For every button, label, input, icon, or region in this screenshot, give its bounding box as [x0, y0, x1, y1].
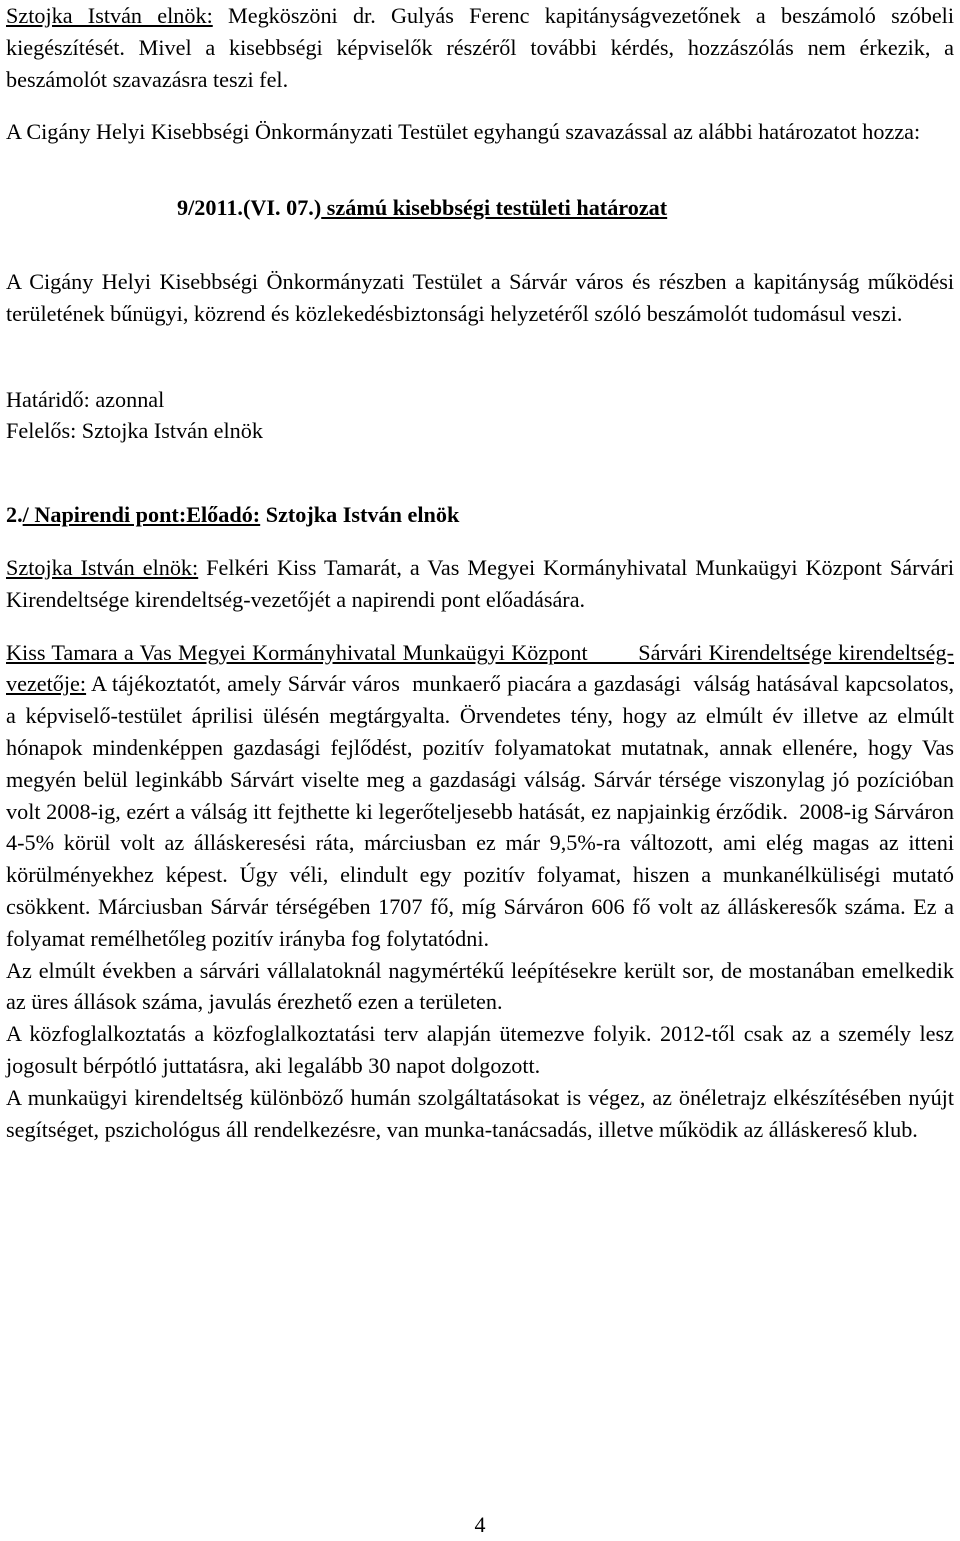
responsible-line: Felelős: Sztojka István elnök: [6, 418, 263, 444]
resolution-title: [6, 192, 954, 224]
document-page: [6, 0, 960, 1145]
page-number: 4: [474, 1512, 486, 1537]
kiss-tamara-paragraph: [6, 637, 960, 955]
resolution-title-text: számú kisebbségi testületi határozat: [321, 195, 668, 221]
speaker-label: Sztojka István elnök:: [6, 554, 199, 580]
agenda-heading: [6, 499, 954, 531]
services-paragraph: A munkaügyi kirendeltség különböző humán szolgáltatásokat is végez, az önéletrajz elkészítésében nyújt segítséget, pszichológus áll rendelkezésre, van munka-tanácsadás, illetve működik az álláskereső klub.: [6, 1084, 954, 1142]
paragraph-text: Megköszöni dr. Gulyás Ferenc kapitányságvezetőnek a beszámoló szóbeli kiegészítését. Mivel a kisebbségi képviselők részéről további kérdés, hozzászólás nem érkezik, a beszámolót szavazásra teszi fel.: [6, 3, 955, 92]
public-work-paragraph: A közfoglalkoztatás a közfoglalkoztatási terv alapján ütemezve folyik. 2012-től csak az a személy lesz jogosult bérpótló juttatásra, aki legalább 30 napot dolgozott.: [6, 1021, 954, 1078]
speaker-label: Kiss Tamara a Vas Megyei Kormányhivatal Munkaügyi Központ Sárvári Kirendeltsége kirendeltség-vezetője:: [6, 639, 954, 697]
deadline-line: Határidő: azonnal: [6, 386, 165, 412]
chairman-thanks-paragraph: [6, 0, 954, 95]
resolution-text: A Cigány Helyi Kisebbségi Önkormányzati Testület a Sárvár város és részben a kapitányság működési területének bűnügyi, közrend és közlekedésbiztonsági helyzetéről szóló beszámolót tudomásul veszi.: [6, 268, 954, 326]
layoffs-paragraph: Az elmúlt években a sárvári vállalatoknál nagymértékű leépítésekre került sor, de mostanában emelkedik az üres állások száma, javulás érezhető ezen a területen.: [6, 957, 954, 1015]
agenda-presenter: Sztojka István elnök: [260, 502, 460, 528]
chairman-request-paragraph: [6, 552, 954, 616]
resolution-number: 9/2011.(VI. 07.): [177, 195, 322, 221]
vote-paragraph: A Cigány Helyi Kisebbségi Önkormányzati Testület egyhangú szavazással az alábbi határozatot hozza:: [6, 119, 921, 145]
paragraph-text: A tájékoztatót, amely Sárvár város munkaerő piacára a gazdasági válság hatásával kapcsolatos, a képviselő-testület áprilisi ülésén megtárgyalta. Örvendetes tény, hogy az elmúlt év illetve az elmúlt hónapok mindenképpen gazdasági fejlődést, pozitív folyamatokat mutatnak, annak ellenére, hogy Vas megyén belül leginkább Sárvárt viselte meg a gazdasági válság. Sárvár térsége viszonylag jó pozícióban volt 2008-ig, ezért a válság itt fejthette ki legerőteljesebb hatását, ez napjainkig érződik. 2008-ig Sárváron 4-5% körül volt az álláskeresési ráta, márciusban ez már 9,5%-ra változott, ami elég magas az itteni körülményekhez képest. Úgy véli, elindult egy pozitív folyamat, hiszen a munkanélküliségi mutató csökkent. Márciusban Sárvár térségében 1707 fő, míg Sárváron 606 fő volt az álláskeresők száma. Ez a folyamat remélhetőleg pozitív irányba fog folytatódni.: [6, 671, 960, 951]
agenda-number: 2.: [6, 502, 23, 528]
agenda-label: / Napirendi pont:Előadó:: [22, 502, 261, 528]
speaker-label: Sztojka István elnök:: [6, 3, 213, 28]
paragraph-text: Felkéri Kiss Tamarát, a Vas Megyei Kormányhivatal Munkaügyi Központ Sárvári Kirendeltsége kirendeltség-vezetőjét a napirendi pont előadására.: [6, 554, 954, 612]
